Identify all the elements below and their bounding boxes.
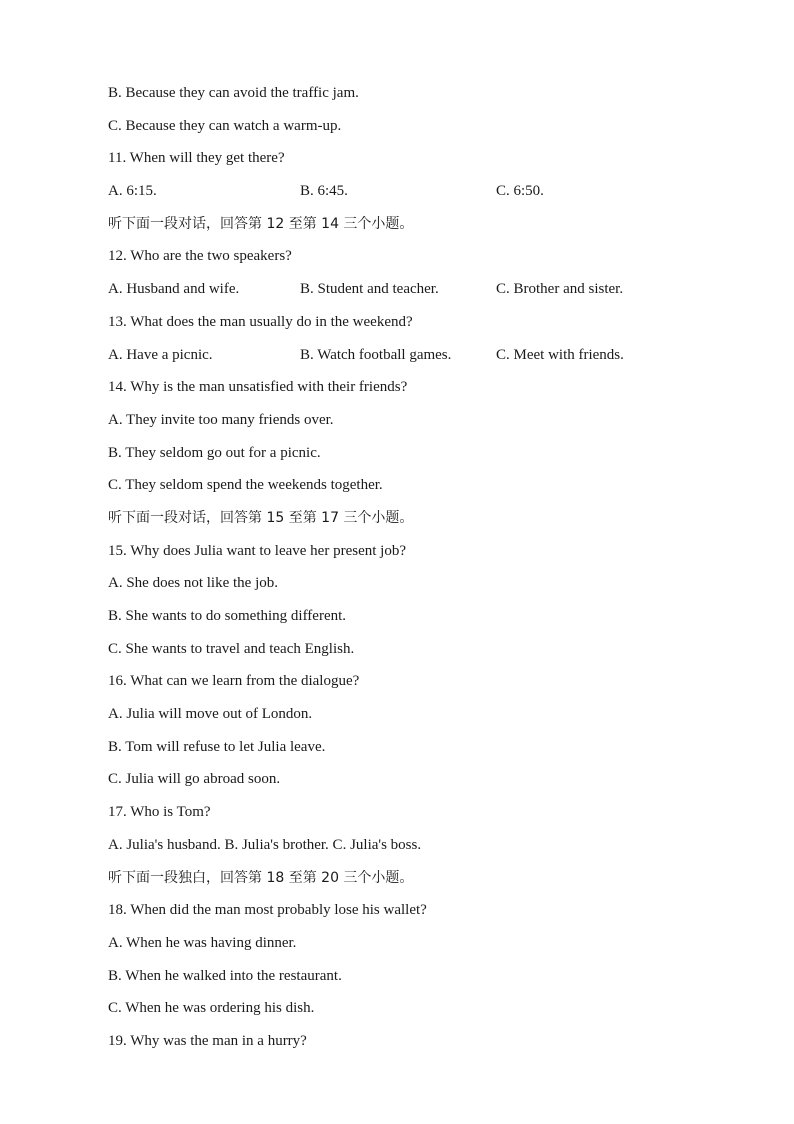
options-row-q11 — [108, 180, 708, 213]
option-c: C. Brother and sister. — [496, 281, 624, 298]
option-line-q10-b: B. Because they can avoid the traffic jam. — [108, 85, 359, 101]
option-line-q18-b: B. When he walked into the restaurant. — [108, 967, 342, 984]
option-a: A. Husband and wife. — [108, 281, 240, 298]
option-c: C. Meet with friends. — [496, 346, 624, 363]
document-page — [108, 82, 708, 1063]
option-line-q15-b: B. She wants to do something different. — [108, 608, 347, 624]
option-line-q16-a: A. Julia will move out of London. — [108, 706, 313, 723]
option-a: A. 6:15. — [108, 183, 157, 200]
question-14: 14. Why is the man unsatisfied with their friends? — [108, 379, 408, 396]
option-b: B. 6:45. — [300, 183, 348, 200]
section-instruction-12-14: 听下面一段对话，回答第 12 至第 14 三个小题。 — [108, 215, 414, 232]
option-line-q14-b: B. They seldom go out for a picnic. — [108, 444, 321, 461]
question-15: 15. Why does Julia want to leave her present job? — [108, 542, 406, 559]
option-line-q16-b: B. Tom will refuse to let Julia leave. — [108, 738, 326, 755]
question-13: 13. What does the man usually do in the weekend? — [108, 313, 413, 330]
question-19: 19. Why was the man in a hurry? — [108, 1032, 307, 1049]
question-18: 18. When did the man most probably lose his wallet? — [108, 902, 427, 919]
options-line-q17: A. Julia's husband. B. Julia's brother. C. Julia's boss. — [108, 836, 422, 853]
option-line-q18-c: C. When he was ordering his dish. — [108, 1000, 315, 1017]
option-line-q14-a: A. They invite too many friends over. — [108, 411, 334, 428]
question-16: 16. What can we learn from the dialogue? — [108, 673, 360, 690]
option-line-q15-c: C. She wants to travel and teach English. — [108, 640, 355, 657]
section-instruction-15-17: 听下面一段对话，回答第 15 至第 17 三个小题。 — [108, 509, 414, 526]
section-instruction-18-20: 听下面一段独白，回答第 18 至第 20 三个小题。 — [108, 869, 414, 886]
option-c: C. 6:50. — [496, 183, 544, 200]
option-b: B. Watch football games. — [300, 346, 452, 363]
question-11: 11. When will they get there? — [108, 150, 285, 167]
option-line-q14-c: C. They seldom spend the weekends together. — [108, 477, 383, 494]
option-b: B. Student and teacher. — [300, 281, 439, 298]
option-a: A. Have a picnic. — [108, 346, 213, 363]
options-row-q13 — [108, 344, 708, 377]
option-line-q18-a: A. When he was having dinner. — [108, 934, 297, 951]
question-17: 17. Who is Tom? — [108, 804, 211, 821]
option-line-q10-c: C. Because they can watch a warm-up. — [108, 117, 342, 134]
option-line-q16-c: C. Julia will go abroad soon. — [108, 771, 281, 788]
question-12: 12. Who are the two speakers? — [108, 248, 292, 265]
option-line-q15-a: A. She does not like the job. — [108, 575, 278, 592]
options-row-q12 — [108, 278, 708, 311]
